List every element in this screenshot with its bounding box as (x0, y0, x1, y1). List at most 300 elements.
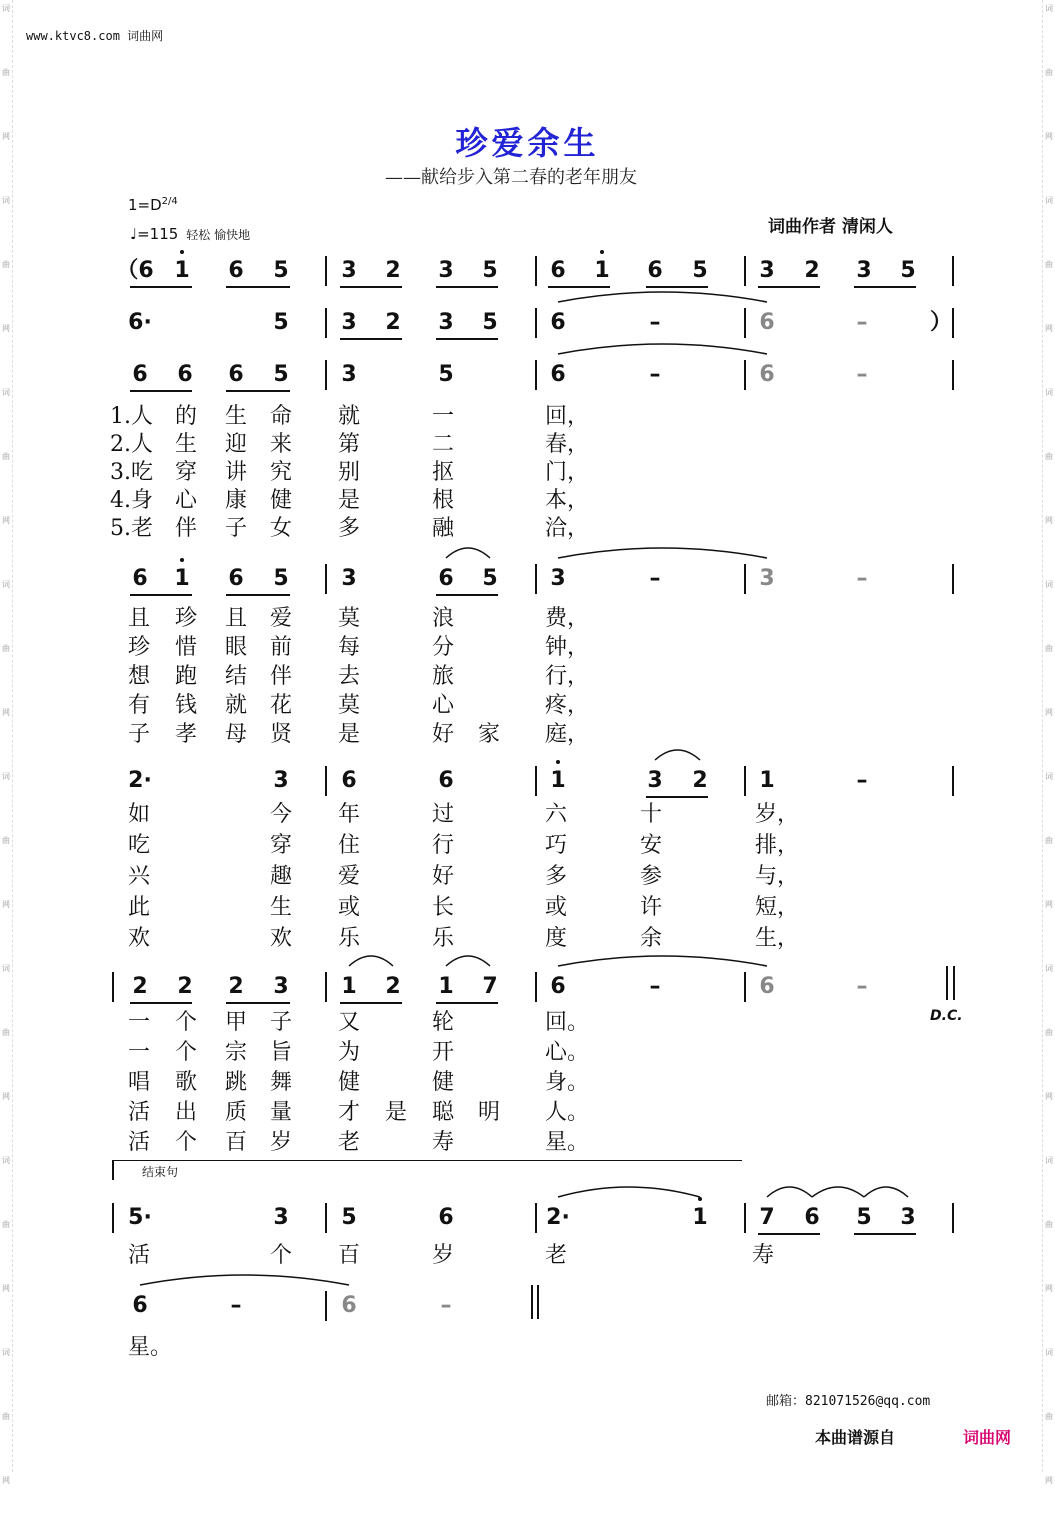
note: 2 (385, 974, 401, 999)
lyric-syllable: 健 (270, 488, 293, 513)
lyric-syllable: 前 (270, 635, 293, 660)
lyric-syllable: 珍 (128, 635, 151, 660)
note: 6 (438, 566, 454, 591)
barline (325, 972, 327, 1002)
lyric-syllable: 好 (432, 864, 455, 889)
beam-underline (758, 286, 820, 288)
note: 3 (273, 974, 289, 999)
slur-tie (864, 1183, 908, 1197)
source-brand-link[interactable]: 词曲网 (963, 1428, 1012, 1447)
lyric-syllable: 庭， (545, 722, 590, 747)
note: 5 (900, 258, 916, 283)
slur-tie (446, 544, 490, 558)
barline (535, 256, 537, 286)
note: 6 (550, 362, 566, 387)
lyric-syllable: 回。 (545, 1010, 590, 1035)
note: 6 (759, 362, 775, 387)
note: 3 (341, 258, 357, 283)
author-credit: 词曲作者 清闲人 (768, 217, 893, 237)
barline (952, 360, 954, 390)
lyric-syllable: 欢 (270, 926, 293, 951)
barline (325, 256, 327, 286)
lyric-syllable: 趣 (270, 864, 293, 889)
beam-underline (854, 286, 916, 288)
beam-underline (758, 1233, 820, 1235)
note: 2· (128, 768, 152, 793)
lyric-syllable: 如 (128, 802, 151, 827)
lyric-syllable: 浪 (432, 606, 455, 631)
note: 5 (273, 258, 289, 283)
slur-tie (558, 544, 767, 558)
note: 6 (228, 566, 244, 591)
lyric-syllable: 爱 (270, 606, 293, 631)
lyric-syllable: 唱 (128, 1070, 151, 1095)
beam-underline (340, 338, 402, 340)
note: 7 (759, 1205, 775, 1230)
note: 5 (273, 566, 289, 591)
note: 5 (438, 362, 454, 387)
lyric-syllable: 融 (432, 516, 455, 541)
lyric-syllable: 家 (478, 722, 501, 747)
note: 5 (482, 566, 498, 591)
lyric-syllable: 兴 (128, 864, 151, 889)
note: – (649, 310, 661, 335)
lyric-syllable: 心 (432, 693, 455, 718)
lyric-syllable: 旅 (432, 664, 455, 689)
barline (744, 766, 746, 796)
lyric-syllable: 4.身 (110, 488, 153, 513)
slur-tie (140, 1271, 349, 1285)
note: 1 (174, 258, 190, 283)
lyric-syllable: 是 (338, 488, 361, 513)
barline (952, 1203, 954, 1233)
barline (325, 360, 327, 390)
note: 3 (341, 310, 357, 335)
note: 5 (856, 1205, 872, 1230)
note: 2· (546, 1205, 570, 1230)
beam-underline (436, 1002, 498, 1004)
note: ） (929, 310, 953, 335)
lyric-syllable: 莫 (338, 693, 361, 718)
note: – (649, 566, 661, 591)
high-octave-dot (600, 250, 604, 254)
note: 3 (438, 258, 454, 283)
barline (535, 360, 537, 390)
lyric-syllable: 轮 (432, 1010, 455, 1035)
barline (112, 1160, 114, 1180)
lyric-syllable: 眼 (225, 635, 248, 660)
note: 3 (647, 768, 663, 793)
lyric-syllable: 百 (338, 1243, 361, 1268)
lyric-syllable: 与， (755, 864, 800, 889)
lyric-syllable: 别 (338, 460, 361, 485)
barline (946, 966, 948, 1000)
song-title: 珍爱余生 (455, 124, 600, 162)
note: 3 (273, 1205, 289, 1230)
beam-underline (226, 286, 290, 288)
lyric-syllable: 来 (270, 432, 293, 457)
note: 1 (594, 258, 610, 283)
lyric-syllable: 舞 (270, 1070, 293, 1095)
lyric-syllable: 巧 (545, 833, 568, 858)
lyric-syllable: 甲 (225, 1010, 248, 1035)
slur-tie (349, 952, 393, 966)
lyric-syllable: 参 (640, 864, 663, 889)
lyric-syllable: 一 (128, 1010, 151, 1035)
note: 6 (132, 1293, 148, 1318)
note: 2 (692, 768, 708, 793)
note: – (649, 974, 661, 999)
note: 1 (550, 768, 566, 793)
lyric-syllable: 短， (755, 895, 800, 920)
lyric-syllable: 排， (755, 833, 800, 858)
barline (531, 1285, 533, 1319)
high-octave-dot (556, 760, 560, 764)
note: 2 (177, 974, 193, 999)
note: 6 (177, 362, 193, 387)
note: 3 (341, 362, 357, 387)
barline (325, 308, 327, 338)
lyric-syllable: 生 (175, 432, 198, 457)
lyric-syllable: 或 (545, 895, 568, 920)
lyric-syllable: 岁 (432, 1243, 455, 1268)
note: 5 (482, 310, 498, 335)
barline (112, 1203, 114, 1233)
lyric-syllable: 是 (385, 1100, 408, 1125)
lyric-syllable: 此 (128, 895, 151, 920)
lyric-syllable: 5.老 (110, 516, 153, 541)
lyric-syllable: 子 (225, 516, 248, 541)
lyric-syllable: 子 (128, 722, 151, 747)
lyric-syllable: 命 (270, 404, 293, 429)
lyric-syllable: 迎 (225, 432, 248, 457)
note: 1 (174, 566, 190, 591)
lyric-syllable: 欢 (128, 926, 151, 951)
lyric-syllable: 抠 (432, 460, 455, 485)
lyric-syllable: 寿 (432, 1130, 455, 1155)
note: 5 (482, 258, 498, 283)
barline (744, 308, 746, 338)
beam-underline (130, 1002, 192, 1004)
lyric-syllable: 安 (640, 833, 663, 858)
note: 6 (132, 566, 148, 591)
beam-underline (340, 1002, 402, 1004)
note: 5· (128, 1205, 152, 1230)
lyric-syllable: 穿 (270, 833, 293, 858)
note: 2 (228, 974, 244, 999)
beam-underline (436, 594, 498, 596)
note: 1 (341, 974, 357, 999)
lyric-syllable: 子 (270, 1010, 293, 1035)
barline (744, 256, 746, 286)
lyric-syllable: 洽， (545, 516, 590, 541)
note: 2 (385, 258, 401, 283)
note: – (649, 362, 661, 387)
barline (952, 766, 954, 796)
lyric-syllable: 质 (225, 1100, 248, 1125)
key-signature: $1=D^{2/4}$ (128, 196, 178, 214)
note: 6 (341, 768, 357, 793)
lyric-syllable: 就 (338, 404, 361, 429)
lyric-syllable: 活 (128, 1243, 151, 1268)
lyric-syllable: 寿 (752, 1243, 775, 1268)
beam-underline (226, 1002, 290, 1004)
note: 6 (438, 768, 454, 793)
barline (744, 972, 746, 1002)
lyric-syllable: 人。 (545, 1100, 590, 1125)
beam-underline (226, 390, 290, 392)
lyric-syllable: 就 (225, 693, 248, 718)
note: – (230, 1293, 242, 1318)
lyric-syllable: 个 (175, 1010, 198, 1035)
lyric-syllable: 去 (338, 664, 361, 689)
beam-underline (226, 594, 290, 596)
lyric-syllable: 岁 (270, 1130, 293, 1155)
beam-underline (130, 390, 192, 392)
barline (325, 1291, 327, 1321)
lyric-syllable: 为 (338, 1040, 361, 1065)
lyric-syllable: 宗 (225, 1040, 248, 1065)
note: 3 (856, 258, 872, 283)
lyric-syllable: 十 (640, 802, 663, 827)
lyric-syllable: 岁， (755, 802, 800, 827)
lyric-syllable: 生 (270, 895, 293, 920)
note: 6 (438, 1205, 454, 1230)
note: – (856, 310, 868, 335)
note: 2 (132, 974, 148, 999)
barline (537, 1285, 539, 1319)
lyric-syllable: 春， (545, 432, 590, 457)
beam-underline (130, 594, 192, 596)
lyric-syllable: 老 (338, 1130, 361, 1155)
lyric-syllable: 旨 (270, 1040, 293, 1065)
lyric-syllable: 聪 (432, 1100, 455, 1125)
lyric-syllable: 歌 (175, 1070, 198, 1095)
lyric-syllable: 生， (755, 926, 800, 951)
site-url[interactable]: www.ktvc8.com 词曲网 (26, 29, 164, 43)
lyric-syllable: 女 (270, 516, 293, 541)
note: – (856, 362, 868, 387)
note: 6 (759, 310, 775, 335)
lyric-syllable: 乐 (432, 926, 455, 951)
note: （6 (116, 258, 154, 283)
barline (325, 1203, 327, 1233)
lyric-syllable: 讲 (225, 460, 248, 485)
lyric-syllable: 二 (432, 432, 455, 457)
note: 1 (759, 768, 775, 793)
note: 2 (385, 310, 401, 335)
lyric-syllable: 身。 (545, 1070, 590, 1095)
lyric-syllable: 星。 (545, 1130, 590, 1155)
lyric-syllable: 又 (338, 1010, 361, 1035)
lyric-syllable: 好 (432, 722, 455, 747)
note: 6 (341, 1293, 357, 1318)
note: 5 (273, 310, 289, 335)
lyric-syllable: 究 (270, 460, 293, 485)
lyric-syllable: 惜 (175, 635, 198, 660)
slur-tie (558, 288, 767, 302)
quarter-note-icon: ♩ (130, 225, 138, 243)
song-subtitle: ——献给步入第二春的老年朋友 (385, 167, 637, 188)
beam-underline (646, 796, 708, 798)
lyric-syllable: 想 (128, 664, 151, 689)
lyric-syllable: 费， (545, 606, 590, 631)
note: 7 (482, 974, 498, 999)
lyric-syllable: 钟， (545, 635, 590, 660)
barline (952, 564, 954, 594)
barline (535, 972, 537, 1002)
high-octave-dot (180, 250, 184, 254)
slur-tie (558, 1183, 700, 1197)
note: 3 (438, 310, 454, 335)
note: 5 (273, 362, 289, 387)
lyric-syllable: 一 (432, 404, 455, 429)
tempo-marking: ♩=115 轻松 愉快地 (130, 225, 251, 243)
lyric-syllable: 量 (270, 1100, 293, 1125)
note: 1 (438, 974, 454, 999)
lyric-syllable: 分 (432, 635, 455, 660)
barline (535, 564, 537, 594)
da-capo-mark: D.C. (930, 1008, 963, 1024)
note: – (856, 768, 868, 793)
ending-bracket (112, 1160, 742, 1161)
slur-tie (767, 1183, 812, 1197)
lyric-syllable: 今 (270, 802, 293, 827)
beam-underline (340, 286, 402, 288)
left-edge-watermark: 词 曲 网 词 曲 网 词 曲 网 词 曲 网 词 曲 网 词 曲 网 词 曲 网 词 曲 网 (0, 0, 13, 1472)
lyric-syllable: 多 (545, 864, 568, 889)
note: 6 (550, 310, 566, 335)
lyric-syllable: 六 (545, 802, 568, 827)
lyric-syllable: 吃 (128, 833, 151, 858)
lyric-syllable: 花 (270, 693, 293, 718)
barline (952, 308, 954, 338)
note: 6 (228, 258, 244, 283)
note: 6 (228, 362, 244, 387)
lyric-syllable: 贤 (270, 722, 293, 747)
lyric-syllable: 度 (545, 926, 568, 951)
slur-tie (655, 746, 700, 760)
lyric-syllable: 一 (128, 1040, 151, 1065)
note: 6 (550, 974, 566, 999)
slur-tie (558, 340, 767, 354)
barline (744, 564, 746, 594)
note: 6 (132, 362, 148, 387)
note: – (440, 1293, 452, 1318)
contact-email[interactable]: 邮箱：821071526@qq.com (766, 1394, 931, 1409)
lyric-syllable: 1.人 (110, 404, 153, 429)
lyric-syllable: 行 (432, 833, 455, 858)
lyric-syllable: 跳 (225, 1070, 248, 1095)
lyric-syllable: 且 (225, 606, 248, 631)
note: 1 (692, 1205, 708, 1230)
lyric-syllable: 心 (175, 488, 198, 513)
lyric-syllable: 疼， (545, 693, 590, 718)
right-edge-watermark: 词 曲 网 词 曲 网 词 曲 网 词 曲 网 词 曲 网 词 曲 网 词 曲 网 词 曲 网 (1042, 0, 1055, 1472)
beam-underline (436, 338, 498, 340)
slur-tie (812, 1183, 864, 1197)
lyric-syllable: 的 (175, 404, 198, 429)
lyric-syllable: 根 (432, 488, 455, 513)
lyric-syllable: 穿 (175, 460, 198, 485)
lyric-syllable: 心。 (545, 1040, 590, 1065)
lyric-syllable: 3.吃 (110, 460, 153, 485)
lyric-syllable: 星。 (128, 1335, 173, 1360)
lyric-syllable: 健 (338, 1070, 361, 1095)
lyric-syllable: 活 (128, 1130, 151, 1155)
note: 3 (341, 566, 357, 591)
lyric-syllable: 伴 (270, 664, 293, 689)
lyric-syllable: 或 (338, 895, 361, 920)
lyric-syllable: 是 (338, 722, 361, 747)
note: 2 (804, 258, 820, 283)
note: 3 (273, 768, 289, 793)
lyric-syllable: 康 (225, 488, 248, 513)
lyric-syllable: 活 (128, 1100, 151, 1125)
lyric-syllable: 每 (338, 635, 361, 660)
note: 6 (759, 974, 775, 999)
lyric-syllable: 孝 (175, 722, 198, 747)
beam-underline (130, 286, 192, 288)
lyric-syllable: 才 (338, 1100, 361, 1125)
slur-tie (558, 952, 767, 966)
lyric-syllable: 本， (545, 488, 590, 513)
barline (535, 1203, 537, 1233)
source-label: 本曲谱源自 (815, 1428, 896, 1447)
lyric-syllable: 生 (225, 404, 248, 429)
lyric-syllable: 珍 (175, 606, 198, 631)
lyric-syllable: 开 (432, 1040, 455, 1065)
note: 6 (550, 258, 566, 283)
barline (112, 972, 114, 1002)
lyric-syllable: 钱 (175, 693, 198, 718)
lyric-syllable: 回， (545, 404, 590, 429)
lyric-syllable: 个 (270, 1243, 293, 1268)
lyric-syllable: 长 (432, 895, 455, 920)
lyric-syllable: 年 (338, 802, 361, 827)
lyric-syllable: 行， (545, 664, 590, 689)
lyric-syllable: 莫 (338, 606, 361, 631)
lyric-syllable: 百 (225, 1130, 248, 1155)
lyric-syllable: 乐 (338, 926, 361, 951)
lyric-syllable: 母 (225, 722, 248, 747)
lyric-syllable: 出 (175, 1100, 198, 1125)
high-octave-dot (698, 1197, 702, 1201)
barline (744, 360, 746, 390)
lyric-syllable: 明 (478, 1100, 501, 1125)
note: 3 (550, 566, 566, 591)
slur-tie (446, 952, 490, 966)
beam-underline (854, 1233, 916, 1235)
lyric-syllable: 第 (338, 432, 361, 457)
barline (952, 256, 954, 286)
high-octave-dot (180, 558, 184, 562)
lyric-syllable: 个 (175, 1040, 198, 1065)
lyric-syllable: 许 (640, 895, 663, 920)
note: 3 (759, 566, 775, 591)
lyric-syllable: 过 (432, 802, 455, 827)
note: 6 (647, 258, 663, 283)
lyric-syllable: 爱 (338, 864, 361, 889)
note: 5 (341, 1205, 357, 1230)
barline (744, 1203, 746, 1233)
lyric-syllable: 健 (432, 1070, 455, 1095)
barline (535, 308, 537, 338)
lyric-syllable: 住 (338, 833, 361, 858)
barline (325, 564, 327, 594)
lyric-syllable: 伴 (175, 516, 198, 541)
ending-label: 结束句 (142, 1165, 179, 1179)
